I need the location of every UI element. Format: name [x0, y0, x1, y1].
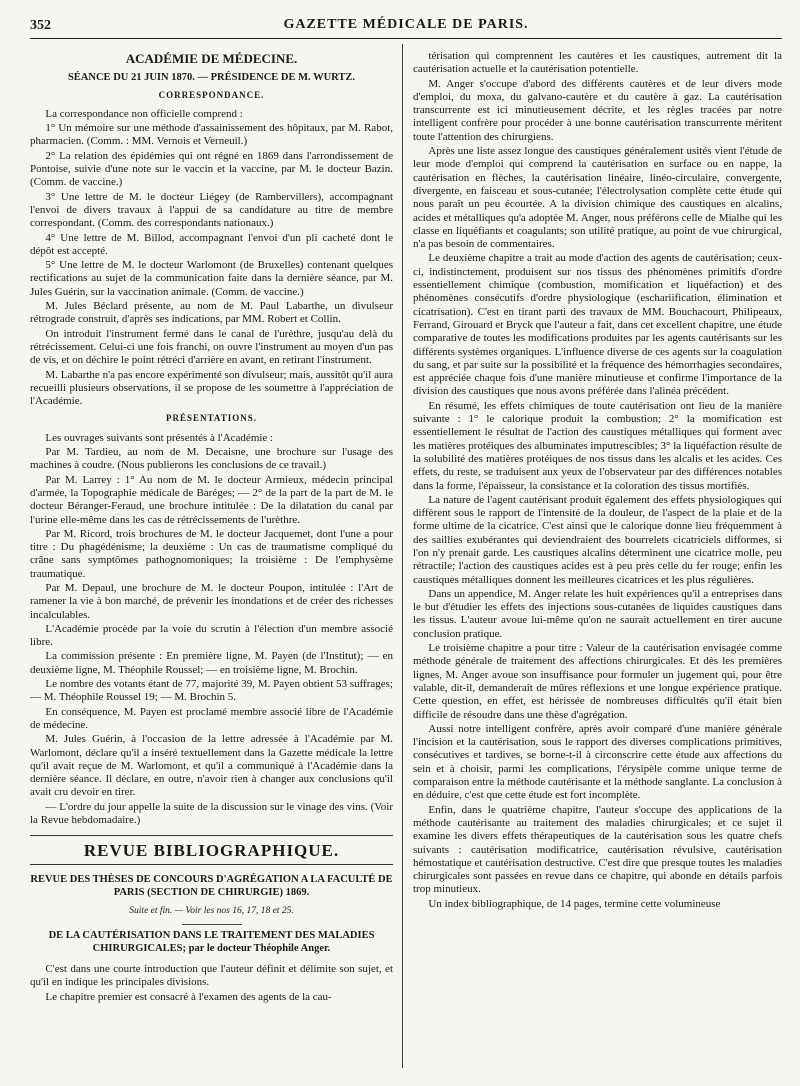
journal-title: GAZETTE MÉDICALE DE PARIS. — [283, 17, 529, 32]
paragraph: La correspondance non officielle comprend : — [45, 107, 243, 120]
paragraph: Par M. Larrey : 1° Au nom de M. le docteur Armieux, médecin principal d'armée, la Topographie médicale de Baréges; — 2° de la part de la part de M. le docteur Béranger-Feraud, une brochure intitulée : De la dilatation du canal par l'urine elle-même dans les cas de rétrécissements de l'urèthre. — [30, 473, 393, 526]
paragraph: En conséquence, M. Payen est proclamé membre associé libre de l'Académie de médecine. — [30, 705, 393, 731]
paragraph: L'Académie procède par la voie du scrutin à l'élection d'un membre associé libre. — [30, 622, 393, 649]
paragraph: La nature de l'agent cautérisant produit également des effets physiologiques qui diffèrent sous le rapport de l'intensité de la douleur, de l'aspect de la plaie et de la forme ultime de la cicatrice. C'est ainsi que le calorique donne lieu fréquemment à des saillies exubérantes qui deviendraient des bourrelets cicatriciels difformes, si l'on n'y prenait garde. Les caustiques alcalins déterminent une cicatrice molle, peu rétractile; l'action des caustiques acides est à peu près celle du fer rouge; enfin les caustiques métalliques donnent les meilleures cicatrices et les plus régulières. — [413, 493, 782, 586]
page-header — [30, 14, 782, 39]
paragraph: Un index bibliographique, de 14 pages, termine cette volumineuse — [428, 897, 721, 910]
paragraph: 2° La relation des épidémies qui ont régné en 1869 dans l'arrondissement de Pontoise, suivie d'une note sur le vaccin et la vaccine, par M. le docteur Bazin. (Comm. de vaccine.) — [30, 149, 393, 189]
paragraph: M. Anger s'occupe d'abord des différents cautères et de leur divers mode d'emploi, du moxa, du galvano-cautère et du cautère à gaz. La cautérisation transcurrente est ici minutieusement décrite, et les règles tracées par notre intelligent confrère pour procéder à une bonne cautérisation transcurrente méritent toute l'attention des chirurgiens. — [413, 77, 782, 143]
paragraph: 1° Un mémoire sur une méthode d'assainissement des hôpitaux, par M. Rabot, pharmacien. (Comm. : MM. Vernois et Verneuil.) — [30, 122, 393, 148]
presentations-body — [30, 432, 393, 828]
paragraph: Le troisième chapitre a pour titre : Valeur de la cautérisation envisagée comme méthode générale de traitement des affections chirurgicales. Et dès les premières lignes, M. Anger avoue son insuffisance pour formuler un jugement qui, pour être valable, dit-il, demanderait de mûres réflexions et une longue expérience pratique. Cette question, en effet, est hérissée de nombreuses difficultés qu'il était bien difficile de résoudre dans une thèse d'agrégation. — [413, 642, 782, 721]
revue-continuation-note: Suite et fin. — Voir les nos 16, 17, 18 et 25. — [129, 905, 294, 916]
paragraph: La commission présente : En première ligne, M. Payen (de l'Institut); — en deuxième ligne, M. Théophile Roussel; — en troisième ligne, M. Brochin. — [30, 650, 393, 676]
paragraph: Par M. Tardieu, au nom de M. Decaisne, une brochure sur l'usage des machines à coudre. (Nous publierons les conclusions de ce travail.) — [30, 446, 393, 472]
paragraph: Dans un appendice, M. Anger relate les huit expériences qu'il a entreprises dans le but d'étudier les effets des injections sous-cutanées de liquides caustiques dans les tissus. L'auteur avoue lui-même qu'on ne saurait actuellement en tirer aucune conclusion pratique. — [413, 587, 782, 640]
correspondence-body — [30, 108, 393, 409]
paragraph: Le chapitre premier est consacré à l'examen des agents de la cau- — [45, 990, 332, 1003]
revue-subtitle: REVUE DES THÈSES DE CONCOURS D'AGRÉGATION A LA FACULTÉ DE PARIS (SECTION DE CHIRURGIE) 1869. — [30, 873, 393, 898]
short-rule — [182, 924, 242, 925]
right-column — [413, 50, 782, 1074]
article-body-start — [30, 963, 393, 1004]
paragraph: 5° Une lettre de M. le docteur Warlomont (de Bruxelles) contenant quelques rectifications au sujet de la communication faite dans la dernière séance, par M. Jules Guérin, sur la vaccination animale. (Comm. de vaccine.) — [30, 259, 393, 298]
article-title: DE LA CAUTÉRISATION DANS LE TRAITEMENT DES MALADIES CHIRURGICALES; par le docteur Théophile Anger. — [48, 929, 375, 954]
paragraph: 3° Une lettre de M. le docteur Liégey (de Rambervillers), accompagnant l'envoi de divers travaux à l'appui de sa candidature au titre de membre correspondant. (Comm. des correspondants nationaux.) — [30, 190, 393, 230]
paragraph: térisation qui comprennent les cautères et les caustiques, autrement dit la cautérisation actuelle et la cautérisation potentielle. — [413, 50, 782, 76]
session-heading: SÉANCE DU 21 JUIN 1870. — PRÉSIDENCE DE M. WURTZ. — [67, 72, 356, 84]
paragraph: Le deuxième chapitre a trait au mode d'action des agents de cautérisation; ceux-ci, indistinctement, produisent sur nos tissus des phénomènes primitifs d'ordre essentiellement chimique (combustion, momification et liquéfaction) et des phénomènes consécutifs d'ordre physiologique (eschariification, élimination et cicatrisation). C'est en tirant parti des travaux de MM. Bouchacourt, Philipeaux, Ferrand, Girouard et Bryck que l'auteur a fait, dans cet excellent chapitre, une étude comparative de toutes les modifications produites par les agents cautérisants sur les différents systèmes organiques. L'influence diverse de ces agents sur la coagulation du sang, et par suite sur la possibilité et la fréquence des hémorrhagies secondaires, est appréciée chaque fois d'une manière minutieuse et confirme l'importance de la division des caustiques que nous avons préférée dans l'alinéa précédent. — [413, 252, 782, 398]
paragraph: M. Labarthe n'a pas encore expérimenté son divulseur; mais, aussitôt qu'il aura recueilli plusieurs observations, il se propose de les soumettre à l'appréciation de l'Académie. — [30, 368, 393, 408]
paragraph: 4° Une lettre de M. Billod, accompagnant l'envoi d'un pli cacheté dont le dépôt est accepté. — [30, 231, 393, 257]
paragraph: — L'ordre du jour appelle la suite de la discussion sur le vinage des vins. (Voir la Revue hebdomadaire.) — [30, 800, 393, 827]
article-body-continued — [413, 50, 782, 911]
paragraph: Aussi notre intelligent confrère, après avoir comparé d'une manière générale l'incision et la cautérisation, sous le rapport des diverses complications primitives, consécutives et tardives, se borne-t-il à circonscrire cette étude aux affections du sein et à choisir, parmi les complications, l'érysipèle comme unique terme de comparaison entre la méthode cautérisante et la méthode sanglante. La conclusion à en déduire, c'est que cette étude est fort incomplète. — [413, 722, 782, 802]
paragraph: Enfin, dans le quatrième chapitre, l'auteur s'occupe des applications de la méthode cautérisante au traitement des maladies chirurgicales; et ce sujet il examine les divers effets thérapeutiques de la cautérisation sous les quatre chefs suivants : cautérisation modificatrice, cautérisation révulsive, cautérisation hémostatique et cautérisation destructive. C'est dire que presque toutes les maladies chirurgicales sont passées en revue dans ce chapitre, qui abonde en détails parfois trop minutieux. — [413, 803, 782, 896]
correspondence-heading: CORRESPONDANCE. — [158, 89, 265, 100]
paragraph: Les ouvrages suivants sont présentés à l'Académie : — [45, 431, 274, 444]
paragraph: Par M. Ricord, trois brochures de M. le docteur Jacquemet, dont l'une a pour titre : Du phagédénisme; la deuxième : Un cas de traumatisme compliqué du crâne sans symptômes pathognomoniques; la troisième : De l'emphysème traumatique. — [30, 527, 393, 580]
paragraph: Après une liste assez longue des caustiques généralement usités vient l'étude de leur mode d'emploi qui comprend la cautérisation en surface ou en nappe, la cautérisation en flèches, la cautérisation linéaire, linéo-circulaire, convergente, divergente, en faisceau et sous-cutanée; l'électrolysation complète cette étude qui nous paraît un peu écourtée. A la division chimique des caustiques en alcalins, acides et métalliques qu'a adoptée M. Anger, nous préférons celle de Mialhe qui les classe en liquéfiants et coagulants; son utilité pratique, au point de vue chirurgical, n'a pas besoin de commentaires. — [413, 145, 782, 251]
paragraph: C'est dans une courte introduction que l'auteur définit et délimite son sujet, et qu'il en indique les principales divisions. — [30, 962, 393, 989]
column-divider — [402, 44, 403, 1068]
presentations-heading: PRÉSENTATIONS. — [166, 413, 257, 424]
left-column — [30, 50, 393, 1074]
paragraph: Le nombre des votants étant de 77, majorité 39, M. Payen obtient 53 suffrages; — M. Théophile Roussel 19; — M. Brochin 5. — [30, 678, 393, 704]
page-number: 352 — [30, 18, 51, 33]
academy-section-title: ACADÉMIE DE MÉDECINE. — [125, 51, 298, 66]
paragraph: On introduit l'instrument fermé dans le canal de l'urèthre, jusqu'au delà du rétrécissement. Celui-ci une fois franchi, on ouvre l'instrument au moyen d'un pas de vis, et on déchire le point rétréci d'arrière en avant, en retirant l'instrument. — [30, 327, 393, 367]
paragraph: En résumé, les effets chimiques de toute cautérisation ont lieu de la manière suivante : 1° le calorique produit la combustion; 2° la momification est essentiellement le résultat de l'action des caustiques métalliques qui forment avec les matières protéiques des albuminates imputrescibles; 3° la liquéfaction résulte de la solubilité des matières protéiques de nos tissus dans les alcalis et les acides. Ces effets, du reste, se traduisent aux yeux de l'observateur par des différences notables dans la forme, l'épaisseur, la consistance et la coloration des tissus mortifiés. — [413, 399, 782, 492]
paragraph: Par M. Depaul, une brochure de M. le docteur Poupon, intitulée : l'Art de ramener la vie à bon marché, de prévenir les inondations et de créer des richesses incalculables. — [30, 581, 393, 621]
revue-bibliographique-title: REVUE BIBLIOGRAPHIQUE. — [30, 835, 393, 864]
paragraph: M. Jules Béclard présente, au nom de M. Paul Labarthe, un divulseur rétrograde construit, d'après ses indications, par MM. Robert et Collin. — [30, 300, 393, 326]
paragraph: M. Jules Guérin, à l'occasion de la lettre adressée à l'Académie par M. Warlomont, déclare qu'il a inséré textuellement dans la Gazette médicale la lettre qu'il avait reçue de M. Warlomont, et qu'il a communiqué à l'Académie dans la dernière séance. Il déclare, en outre, n'avoir rien à changer aux conclusions qu'il avait cru devoir en tirer. — [30, 733, 393, 799]
